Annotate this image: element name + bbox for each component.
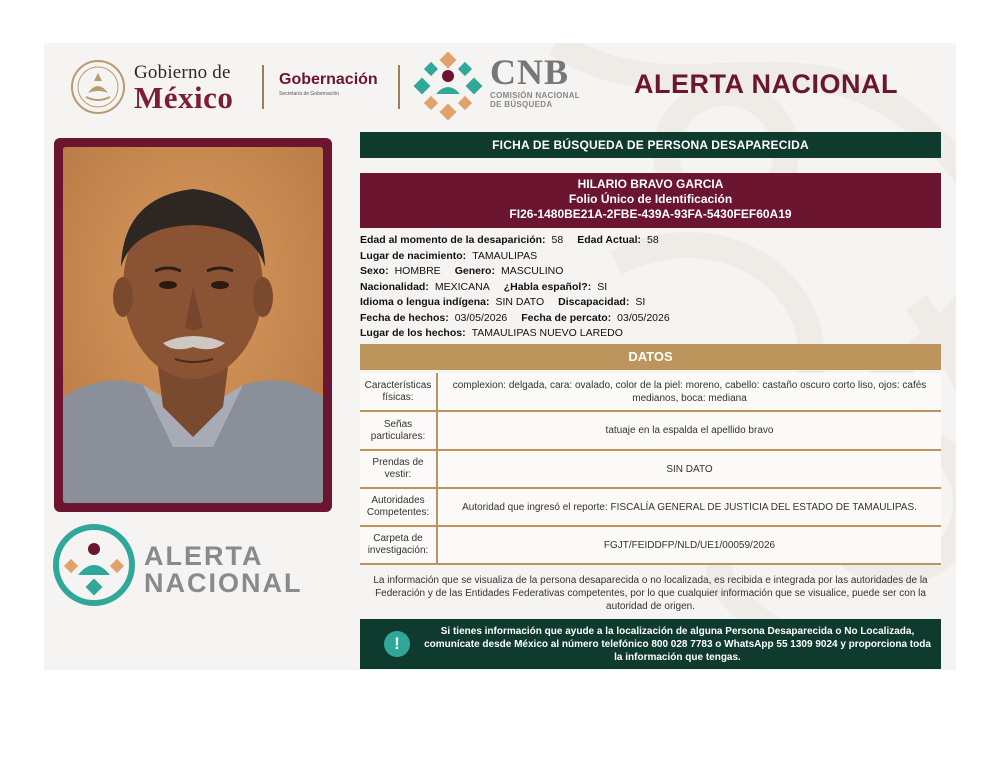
row-value: tatuaje en la espalda el apellido bravo	[605, 425, 774, 436]
disclaimer-text: La información que se visualiza de la persona desaparecida o no localizada, es recibida e integrada por las autoridades de la Federación y de las Entidades Federativas competentes, por lo que cualquier información que se visualice, puede ser con la autoridad de origen.	[373, 575, 928, 612]
genero-value: MASCULINO	[500, 265, 564, 277]
person-info	[360, 233, 941, 342]
espanol-label: ¿Habla español?:	[503, 280, 592, 293]
contact-callout	[360, 619, 941, 669]
search-sheet	[44, 43, 956, 670]
info-row	[360, 233, 941, 249]
cnb-line1: COMISIÓN NACIONAL	[490, 91, 580, 100]
nacionalidad-label: Nacionalidad:	[360, 280, 429, 293]
info-row	[360, 311, 941, 327]
table-row	[360, 489, 941, 527]
fecha-percato-value: 03/05/2026	[617, 311, 670, 324]
info-row	[360, 326, 941, 342]
header-divider	[398, 65, 400, 109]
missing-person-photo	[63, 147, 323, 503]
alerta-nacional-logo-text	[144, 543, 303, 597]
sexo-value: HOMBRE	[394, 265, 441, 277]
gobernacion-subtext: Secretaría de Gobernación	[279, 91, 340, 97]
discapacidad-label: Discapacidad:	[558, 296, 630, 308]
gob-line2: México	[134, 80, 234, 115]
header-divider	[262, 65, 264, 109]
lugar-hechos-label: Lugar de los hechos:	[360, 327, 466, 339]
info-row	[360, 264, 941, 280]
exclamation-icon: !	[384, 631, 410, 657]
nacimiento-value: TAMAULIPAS	[472, 249, 538, 262]
national-seal-icon	[70, 59, 126, 115]
gobernacion-logo	[279, 71, 389, 97]
person-name: HILARIO BRAVO GARCIA	[577, 177, 724, 191]
fecha-hechos-value: 03/05/2026	[454, 311, 508, 324]
edad-desap-value: 58	[551, 234, 564, 246]
row-value: Autoridad que ingresó el reporte: FISCALÍA GENERAL DE JUSTICIA DEL ESTADO DE TAMAULIPAS.	[462, 501, 917, 513]
idioma-label: Idioma o lengua indígena:	[360, 296, 490, 308]
cnb-line2: DE BÚSQUEDA	[490, 100, 553, 109]
row-label: Carpeta de investigación:	[360, 527, 438, 563]
alerta-word: ALERTA	[144, 541, 264, 571]
idioma-value: SIN DATO	[495, 296, 545, 308]
edad-actual-label: Edad Actual:	[577, 234, 642, 246]
edad-desap-label: Edad al momento de la desaparición:	[360, 234, 546, 246]
row-value: SIN DATO	[666, 463, 713, 475]
fecha-percato-label: Fecha de percato:	[521, 311, 612, 324]
folio-label: Folio Único de Identificación	[568, 192, 733, 206]
gob-line1: Gobierno de	[134, 62, 231, 83]
datos-header: DATOS	[360, 344, 941, 370]
row-value: complexion: delgada, cara: ovalado, color de la piel: moreno, cabello: castaño oscuro corto liso, ojos: cafés medianos, boca: mediana	[452, 379, 927, 404]
row-value: FGJT/FEIDDFP/NLD/UE1/00059/2026	[603, 539, 776, 551]
photo-frame	[54, 138, 332, 512]
alerta-nacional-logo-icon	[52, 523, 136, 607]
genero-label: Genero:	[454, 265, 495, 277]
info-row	[360, 280, 941, 296]
callout-text: Si tienes información que ayude a la localización de alguna Persona Desaparecida o No Localizada, comunícate desde México al número telefónico 800 028 7783 o WhatsApp 55 1309 9024 y proporciona toda la información que tengas.	[424, 625, 931, 663]
edad-actual-value: 58	[647, 234, 659, 246]
cnb-logo-icon	[412, 50, 484, 122]
nacional-word: NACIONAL	[144, 568, 303, 598]
header	[44, 43, 956, 129]
cnb-logo-text	[490, 53, 610, 109]
cnb-acronym: CNB	[490, 52, 570, 92]
table-row	[360, 412, 941, 451]
person-banner	[360, 173, 941, 228]
row-label: Señas particulares:	[360, 412, 438, 449]
espanol-value: SI	[597, 280, 608, 293]
info-row	[360, 295, 941, 311]
lugar-hechos-value: TAMAULIPAS NUEVO LAREDO	[471, 327, 623, 339]
sexo-label: Sexo:	[360, 265, 389, 277]
table-row	[360, 451, 941, 489]
discapacidad-value: SI	[635, 296, 646, 308]
nacionalidad-value: MEXICANA	[434, 280, 490, 293]
table-row	[360, 373, 941, 412]
gobierno-de-mexico-logo	[134, 63, 249, 113]
fecha-hechos-label: Fecha de hechos:	[360, 311, 449, 324]
nacimiento-label: Lugar de nacimiento:	[360, 249, 467, 262]
alert-title: ALERTA NACIONAL	[634, 69, 898, 99]
info-row	[360, 249, 941, 265]
row-label: Prendas de vestir:	[360, 451, 438, 487]
row-label: Autoridades Competentes:	[360, 489, 438, 525]
gobernacion-text: Gobernación	[279, 71, 378, 88]
table-row	[360, 527, 941, 565]
datos-table	[360, 373, 941, 565]
folio-value: FI26-1480BE21A-2FBE-439A-93FA-5430FEF60A19	[509, 207, 792, 221]
ficha-title: FICHA DE BÚSQUEDA DE PERSONA DESAPARECIDA	[360, 132, 941, 158]
row-label: Características físicas:	[360, 373, 438, 410]
